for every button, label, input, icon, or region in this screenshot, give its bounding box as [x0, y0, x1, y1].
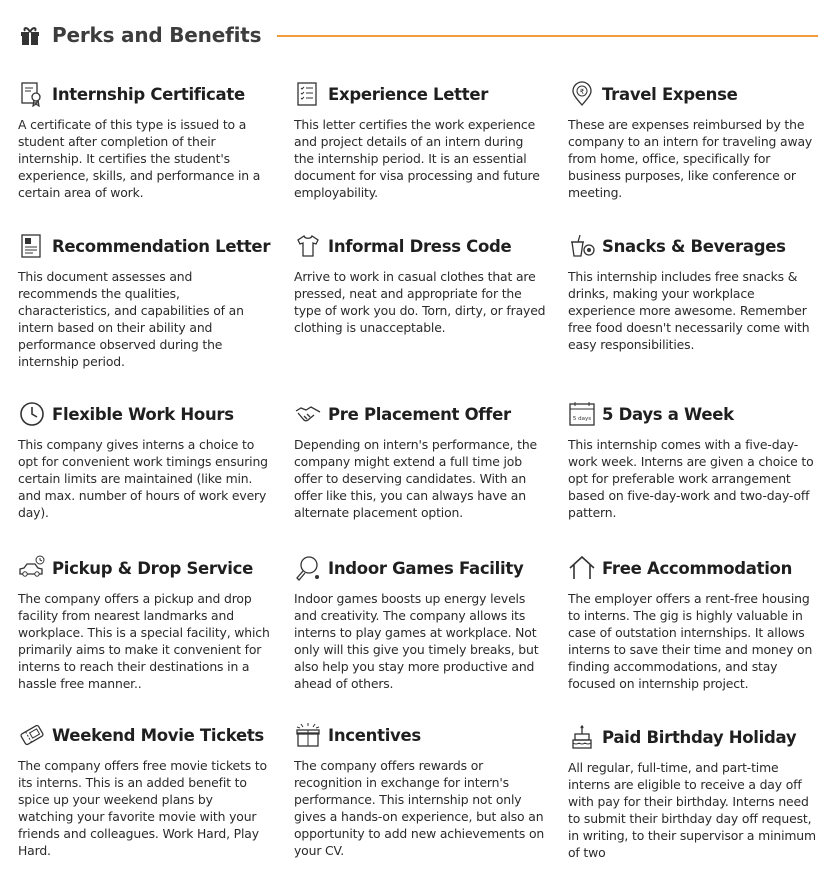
tshirt-icon — [294, 232, 322, 260]
perk-paid-birthday-holiday — [568, 721, 818, 861]
perk-description: This internship comes with a five-day-work week. Interns are given a choice to opt for preferable work arrangement based on five-day-work and two-day-off pattern. — [568, 437, 814, 520]
perk-title: Incentives — [328, 725, 421, 745]
clock-icon — [18, 400, 46, 428]
perk-title: Weekend Movie Tickets — [52, 725, 264, 745]
perk-description: Depending on intern's performance, the company might extend a full time job offer to deserving candidates. With an offer like this, you can always have an alternate placement option. — [294, 437, 538, 520]
car-clock-icon — [18, 554, 46, 582]
perk-recommendation-letter — [18, 230, 270, 370]
perk-title: Pre Placement Offer — [328, 404, 511, 424]
perk-title: Informal Dress Code — [328, 236, 512, 256]
perk-pre-placement-offer — [294, 398, 546, 521]
perk-free-accommodation — [568, 552, 818, 692]
perk-description: The company offers rewards or recognition in exchange for intern's performance. This internship not only gives a hands-on experience, but also an opportunity to add new achievements on your CV. — [294, 758, 545, 858]
perk-title: 5 Days a Week — [602, 404, 734, 424]
perk-title: Experience Letter — [328, 84, 489, 104]
calendar-icon — [568, 400, 596, 428]
certificate-icon — [18, 80, 46, 108]
perk-informal-dress-code — [294, 230, 546, 336]
perk-description: A certificate of this type is issued to a student after completion of their internship. It certifies the student's experience, skills, and performance in a certain area of work. — [18, 117, 261, 200]
perk-description: This internship includes free snacks & drinks, making your workplace experience more awesome. Remember free food doesn't necessarily come with easy responsibilities. — [568, 269, 810, 352]
perk-title: Flexible Work Hours — [52, 404, 234, 424]
perk-title: Pickup & Drop Service — [52, 558, 253, 578]
ticket-icon — [18, 721, 46, 749]
gift-sparkle-icon — [294, 721, 322, 749]
perk-title: Internship Certificate — [52, 84, 245, 104]
perk-description: Arrive to work in casual clothes that are pressed, neat and appropriate for the type of work you do. Torn, dirty, or frayed clothing is unacceptable. — [294, 269, 546, 335]
document-list-icon — [294, 80, 322, 108]
perk-description: This document assesses and recommends the qualities, characteristics, and capabilities of an intern based on their ability and performance observed during the internship period. — [18, 269, 244, 369]
perk-experience-letter — [294, 78, 546, 201]
perk-weekend-movie-tickets — [18, 719, 270, 859]
perk-title: Snacks & Beverages — [602, 236, 786, 256]
section-title: Perks and Benefits — [52, 23, 262, 47]
perk-indoor-games-facility — [294, 552, 546, 692]
cake-icon — [568, 723, 596, 751]
perk-description: This letter certifies the work experience and project details of an intern during the internship period. It is an essential document for visa processing and future employability. — [294, 117, 540, 200]
perk-internship-certificate — [18, 78, 270, 201]
perk-5-days-a-week — [568, 398, 818, 521]
perk-description: These are expenses reimbursed by the company to an intern for traveling away from home, office, specifically for business purposes, like conference or meeting. — [568, 117, 813, 200]
perk-snacks-beverages — [568, 230, 818, 353]
calendar-label: 5 days — [572, 416, 592, 422]
perk-description: The company offers a pickup and drop facility from nearest landmarks and workplace. This is a special facility, which primarily aims to make it convenient for interns to reach their destinations in a hassle free manner.. — [18, 591, 270, 691]
perk-pickup-drop-service — [18, 552, 270, 692]
perk-title: Indoor Games Facility — [328, 558, 524, 578]
perk-title: Travel Expense — [602, 84, 738, 104]
perk-description: All regular, full-time, and part-time interns are eligible to receive a day off with pay for their birthday. Interns need to submit their birthday day off request, in writing, to their supervisor a minimum of two — [568, 760, 816, 860]
perk-travel-expense — [568, 78, 818, 201]
svg-text:₹: ₹ — [579, 88, 585, 96]
perk-incentives — [294, 719, 546, 859]
perk-title: Recommendation Letter — [52, 236, 271, 256]
perk-title: Free Accommodation — [602, 558, 793, 578]
perk-title: Paid Birthday Holiday — [602, 727, 797, 747]
snacks-icon — [568, 232, 596, 260]
handshake-icon — [294, 400, 322, 428]
perk-description: This company gives interns a choice to opt for convenient work timings ensuring certain limits are maintained (like min. and max. number of hours of work every day). — [18, 437, 268, 520]
perk-description: Indoor games boosts up energy levels and creativity. The company allows its interns to play games at workplace. Not only will this give you timely breaks, but also help you stay more productive and ahead of others. — [294, 591, 539, 691]
ping-pong-icon — [294, 554, 322, 582]
recommendation-doc-icon — [18, 232, 46, 260]
header-divider — [277, 35, 818, 37]
gift-icon — [18, 23, 42, 47]
perk-description: The company offers free movie tickets to its interns. This is an added benefit to spice up your weekend plans by watching your favorite movie with your friends and colleagues. Work Hard, Play Hard. — [18, 758, 267, 858]
house-icon — [568, 554, 596, 582]
perks-header — [18, 18, 818, 52]
perk-description: The employer offers a rent-free housing to interns. The gig is highly valuable in case of outstation internships. It allows interns to save their time and money on finding accommodations, and stay focused on internship project. — [568, 591, 813, 691]
location-rupee-icon — [568, 80, 596, 108]
perk-flexible-work-hours — [18, 398, 270, 521]
